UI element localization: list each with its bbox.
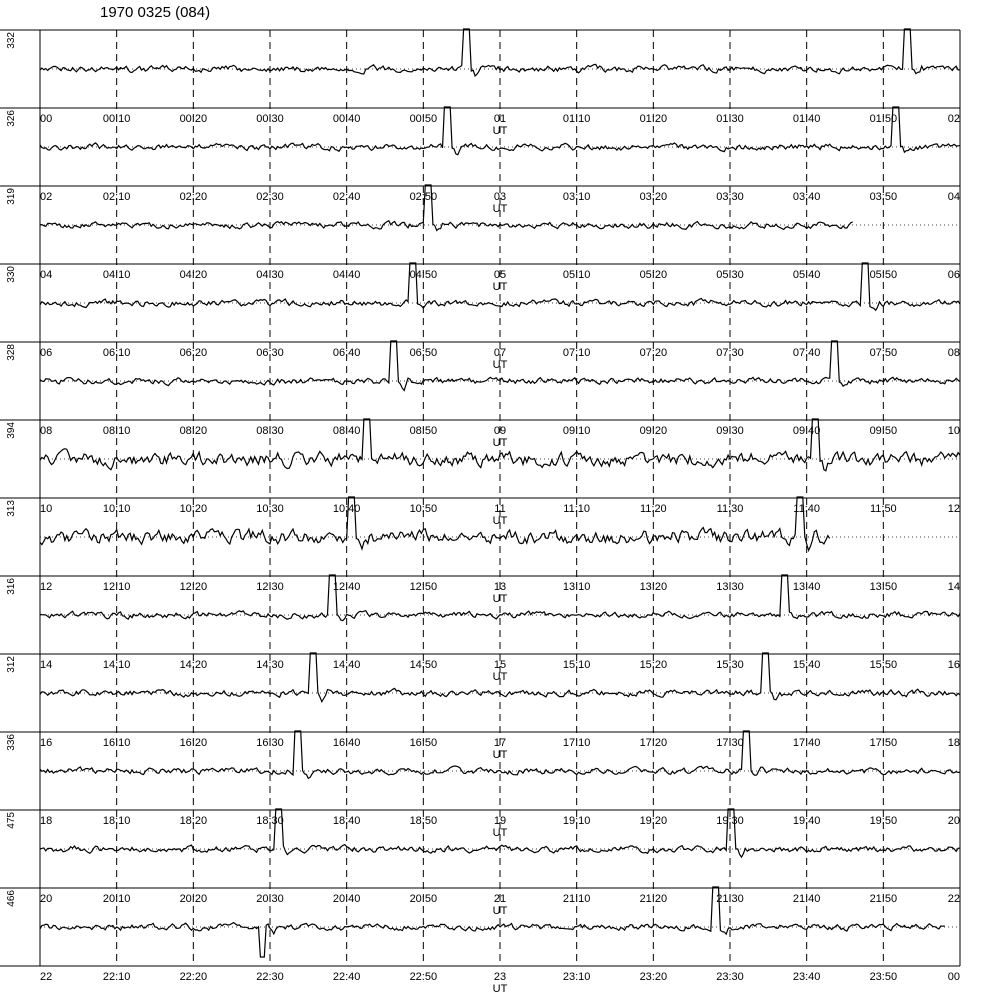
tick-label: 01:50: [869, 113, 898, 125]
tick-label: 06:10: [102, 347, 131, 359]
tick-label: 14:10: [102, 659, 131, 671]
tick-label: 21:40: [792, 893, 821, 905]
tick-label: 13:30: [716, 581, 744, 593]
tick-label: 23:50: [869, 971, 898, 983]
tick-label: 23:40: [792, 971, 821, 983]
tick-label: 23:30: [716, 971, 744, 983]
tick-label: 08:30: [256, 425, 284, 437]
axis-label-ut: UT: [492, 827, 508, 839]
tick-label: 04:30: [256, 269, 284, 281]
tick-label: 05: [493, 269, 507, 281]
tick-label: 20: [40, 893, 53, 905]
tick-label: 07:40: [792, 347, 821, 359]
tick-label: 15:30: [716, 659, 744, 671]
tick-label: 02:40: [332, 191, 361, 203]
tick-label: 03:40: [792, 191, 821, 203]
tick-label: 08:10: [102, 425, 131, 437]
tick-label: 04: [40, 269, 53, 281]
tick-label: 04:40: [332, 269, 361, 281]
tick-label: 15:20: [639, 659, 668, 671]
row-label: 332: [6, 32, 17, 49]
tick-label: 05:40: [792, 269, 821, 281]
row-label: 328: [6, 344, 17, 361]
tick-label: 12:30: [256, 581, 284, 593]
tick-label: 20:20: [179, 893, 208, 905]
tick-label: 06:40: [332, 347, 361, 359]
tick-label: 11:30: [716, 503, 744, 515]
tick-label: 16:40: [332, 737, 361, 749]
tick-label: 12: [947, 503, 960, 515]
tick-label: 20:10: [102, 893, 131, 905]
tick-label: 11:50: [869, 503, 897, 515]
tick-label: 05:20: [639, 269, 668, 281]
tick-label: 00:40: [332, 113, 361, 125]
tick-label: 00:20: [179, 113, 208, 125]
tick-label: 22:30: [256, 971, 284, 983]
tick-label: 01:20: [639, 113, 668, 125]
tick-label: 12:50: [409, 581, 438, 593]
tick-label: 08:50: [409, 425, 438, 437]
tick-label: 21: [493, 893, 507, 905]
tick-label: 00:50: [409, 113, 438, 125]
tick-label: 13:40: [792, 581, 821, 593]
tick-label: 10:30: [256, 503, 284, 515]
tick-label: 18:30: [256, 815, 284, 827]
tick-label: 20:40: [332, 893, 361, 905]
tick-label: 19: [493, 815, 507, 827]
tick-label: 02: [40, 191, 53, 203]
tick-label: 14: [947, 581, 960, 593]
tick-label: 01:30: [716, 113, 744, 125]
tick-label: 13:50: [869, 581, 898, 593]
tick-label: 17:40: [792, 737, 821, 749]
tick-label: 21:20: [639, 893, 668, 905]
tick-label: 07:20: [639, 347, 668, 359]
axis-label-ut: UT: [492, 515, 508, 527]
tick-label: 20: [947, 815, 960, 827]
tick-label: 08:40: [332, 425, 361, 437]
tick-label: 05:50: [869, 269, 898, 281]
tick-label: 18:20: [179, 815, 208, 827]
tick-label: 01:40: [792, 113, 821, 125]
tick-label: 20:30: [256, 893, 284, 905]
tick-label: 22: [40, 971, 53, 983]
tick-label: 19:50: [869, 815, 898, 827]
tick-label: 06:30: [256, 347, 284, 359]
tick-label: 02:20: [179, 191, 208, 203]
row-label: 330: [6, 266, 17, 283]
axis-label-ut: UT: [492, 359, 508, 371]
row-label: 316: [6, 578, 17, 595]
tick-label: 22: [947, 893, 960, 905]
tick-label: 23:20: [639, 971, 668, 983]
tick-label: 22:50: [409, 971, 438, 983]
tick-label: 12: [40, 581, 53, 593]
tick-label: 00: [947, 971, 960, 983]
tick-label: 13:10: [562, 581, 591, 593]
tick-label: 17:10: [562, 737, 591, 749]
tick-label: 02:30: [256, 191, 284, 203]
tick-label: 04:20: [179, 269, 208, 281]
tick-label: 10:10: [102, 503, 131, 515]
axis-label-ut: UT: [492, 125, 508, 137]
tick-label: 11: [494, 503, 506, 515]
tick-label: 18:40: [332, 815, 361, 827]
tick-label: 12:40: [332, 581, 361, 593]
tick-label: 11:10: [563, 503, 591, 515]
tick-label: 03: [493, 191, 507, 203]
axis-label-ut: UT: [492, 671, 508, 683]
tick-label: 15:40: [792, 659, 821, 671]
tick-label: 12:10: [102, 581, 131, 593]
tick-label: 10:40: [332, 503, 361, 515]
row-label: 319: [6, 188, 17, 205]
tick-label: 14:40: [332, 659, 361, 671]
tick-label: 15: [493, 659, 507, 671]
tick-label: 05:30: [716, 269, 744, 281]
axis-label-ut: UT: [492, 983, 508, 995]
tick-label: 07:10: [562, 347, 591, 359]
tick-label: 03:30: [716, 191, 744, 203]
axis-label-ut: UT: [492, 437, 508, 449]
row-label: 313: [6, 500, 17, 517]
axis-label-ut: UT: [492, 905, 508, 917]
tick-label: 11:40: [793, 503, 821, 515]
tick-label: 14:30: [256, 659, 284, 671]
tick-label: 04:10: [102, 269, 131, 281]
tick-label: 15:50: [869, 659, 898, 671]
tick-label: 07:50: [869, 347, 898, 359]
tick-label: 21:30: [716, 893, 744, 905]
tick-label: 18:50: [409, 815, 438, 827]
tick-label: 16:20: [179, 737, 208, 749]
tick-label: 00: [40, 113, 53, 125]
tick-label: 17:20: [639, 737, 668, 749]
tick-label: 02:50: [409, 191, 438, 203]
tick-label: 19:40: [792, 815, 821, 827]
tick-label: 05:10: [562, 269, 591, 281]
row-label: 466: [6, 890, 17, 907]
tick-label: 00:30: [256, 113, 284, 125]
tick-label: 13: [493, 581, 507, 593]
tick-label: 19:10: [562, 815, 591, 827]
tick-label: 04:50: [409, 269, 438, 281]
tick-label: 16:30: [256, 737, 284, 749]
row-label: 312: [6, 656, 17, 673]
tick-label: 03:50: [869, 191, 898, 203]
tick-label: 10: [40, 503, 53, 515]
tick-label: 07: [493, 347, 507, 359]
tick-label: 09: [493, 425, 507, 437]
tick-label: 09:10: [562, 425, 591, 437]
row-label: 475: [6, 812, 17, 829]
tick-label: 08: [947, 347, 960, 359]
tick-label: 00:10: [102, 113, 131, 125]
tick-label: 13:20: [639, 581, 668, 593]
tick-label: 23:10: [562, 971, 591, 983]
tick-label: 16: [40, 737, 53, 749]
chart-title: 1970 0325 (084): [100, 4, 211, 21]
tick-label: 04: [947, 191, 960, 203]
axis-label-ut: UT: [492, 281, 508, 293]
tick-label: 02: [947, 113, 960, 125]
axis-label-ut: UT: [492, 593, 508, 605]
tick-label: 22:20: [179, 971, 208, 983]
tick-label: 14: [40, 659, 53, 671]
tick-label: 03:10: [562, 191, 591, 203]
tick-label: 01: [493, 113, 507, 125]
tick-label: 09:40: [792, 425, 821, 437]
tick-label: 19:30: [716, 815, 744, 827]
tick-label: 21:50: [869, 893, 898, 905]
tick-label: 23: [493, 971, 507, 983]
tick-label: 16:10: [102, 737, 131, 749]
tick-label: 10: [947, 425, 960, 437]
tick-label: 18: [40, 815, 53, 827]
tick-label: 18:10: [102, 815, 131, 827]
tick-label: 16:50: [409, 737, 438, 749]
tick-label: 16: [947, 659, 960, 671]
tick-label: 17:30: [716, 737, 744, 749]
tick-label: 17:50: [869, 737, 898, 749]
tick-label: 14:50: [409, 659, 438, 671]
tick-label: 02:10: [102, 191, 131, 203]
tick-label: 09:20: [639, 425, 668, 437]
tick-label: 10:20: [179, 503, 208, 515]
tick-label: 08: [40, 425, 53, 437]
row-label: 394: [6, 422, 17, 439]
tick-label: 21:10: [562, 893, 591, 905]
tick-label: 15:10: [562, 659, 591, 671]
tick-label: 12:20: [179, 581, 208, 593]
tick-label: 19:20: [639, 815, 668, 827]
tick-label: 18: [947, 737, 960, 749]
tick-label: 06:50: [409, 347, 438, 359]
row-label: 336: [6, 734, 17, 751]
tick-label: 22:10: [102, 971, 131, 983]
tick-label: 06: [40, 347, 53, 359]
axis-label-ut: UT: [492, 749, 508, 761]
tick-label: 14:20: [179, 659, 208, 671]
tick-label: 22:40: [332, 971, 361, 983]
tick-label: 01:10: [562, 113, 591, 125]
row-label: 326: [6, 110, 17, 127]
tick-label: 17: [493, 737, 507, 749]
axis-label-ut: UT: [492, 203, 508, 215]
tick-label: 08:20: [179, 425, 208, 437]
tick-label: 10:50: [409, 503, 438, 515]
tick-label: 20:50: [409, 893, 438, 905]
tick-label: 06:20: [179, 347, 208, 359]
tick-label: 06: [947, 269, 960, 281]
tick-label: 09:30: [716, 425, 744, 437]
tick-label: 11:20: [639, 503, 667, 515]
tick-label: 03:20: [639, 191, 668, 203]
tick-label: 09:50: [869, 425, 898, 437]
tick-label: 07:30: [716, 347, 744, 359]
